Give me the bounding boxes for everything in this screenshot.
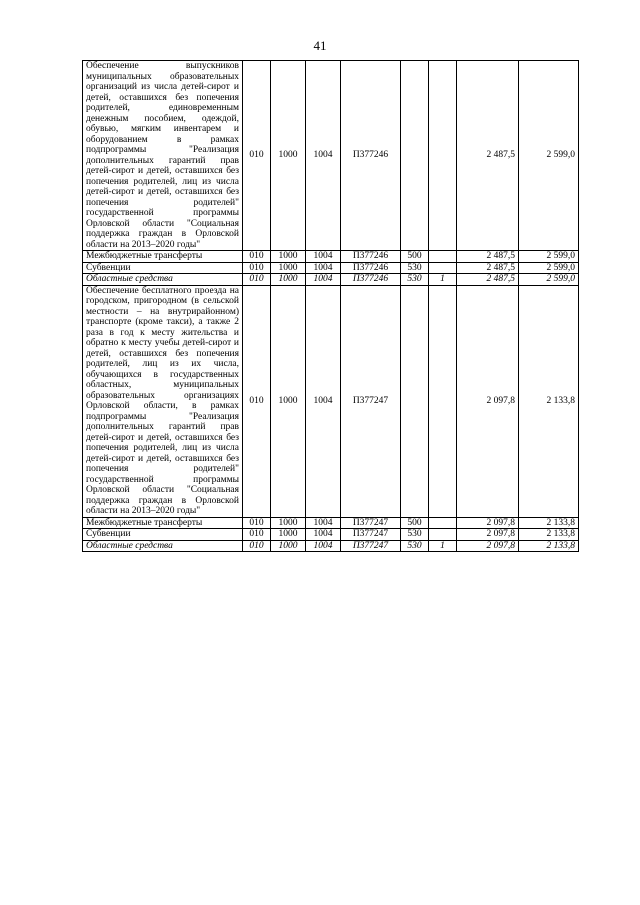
table-body — [83, 61, 579, 552]
grbs-code-cell: 010 — [243, 61, 271, 251]
funding-source-cell — [429, 517, 457, 529]
section-code-cell: 1000 — [271, 540, 306, 552]
amount-year1-cell: 2 487,5 — [457, 262, 519, 274]
funding-source-cell: 1 — [429, 274, 457, 286]
grbs-code-cell: 010 — [243, 274, 271, 286]
subsection-code-cell: 1004 — [306, 274, 341, 286]
target-article-cell: П377246 — [341, 262, 401, 274]
expense-type-cell: 530 — [401, 540, 429, 552]
amount-year2-cell: 2 599,0 — [519, 262, 579, 274]
table-row — [83, 262, 579, 274]
grbs-code-cell: 010 — [243, 540, 271, 552]
subsection-code-cell: 1004 — [306, 251, 341, 263]
expense-type-cell — [401, 285, 429, 517]
grbs-code-cell: 010 — [243, 251, 271, 263]
section-code-cell: 1000 — [271, 274, 306, 286]
amount-year1-cell: 2 487,5 — [457, 61, 519, 251]
grbs-code-cell: 010 — [243, 517, 271, 529]
target-article-cell: П377246 — [341, 274, 401, 286]
expense-type-cell: 500 — [401, 517, 429, 529]
target-article-cell: П377246 — [341, 61, 401, 251]
grbs-code-cell: 010 — [243, 262, 271, 274]
funding-source-cell — [429, 285, 457, 517]
subsection-code-cell: 1004 — [306, 61, 341, 251]
funding-source-cell — [429, 61, 457, 251]
section-code-cell: 1000 — [271, 262, 306, 274]
amount-year1-cell: 2 097,8 — [457, 517, 519, 529]
funding-source-cell — [429, 251, 457, 263]
grbs-code-cell: 010 — [243, 285, 271, 517]
amount-year1-cell: 2 097,8 — [457, 285, 519, 517]
funding-source-cell — [429, 529, 457, 541]
section-code-cell: 1000 — [271, 517, 306, 529]
table-row — [83, 517, 579, 529]
subsection-code-cell: 1004 — [306, 517, 341, 529]
amount-year1-cell: 2 487,5 — [457, 274, 519, 286]
amount-year2-cell: 2 133,8 — [519, 285, 579, 517]
amount-year2-cell: 2 599,0 — [519, 274, 579, 286]
section-code-cell: 1000 — [271, 61, 306, 251]
section-code-cell: 1000 — [271, 529, 306, 541]
row-name-cell: Областные средства — [83, 540, 243, 552]
subsection-code-cell: 1004 — [306, 540, 341, 552]
subsection-code-cell: 1004 — [306, 285, 341, 517]
table-row — [83, 251, 579, 263]
subsection-code-cell: 1004 — [306, 262, 341, 274]
row-name-cell: Субвенции — [83, 262, 243, 274]
row-name-cell: Обеспечение выпускников муниципальных образовательных организаций из числа детей-сирот и детей, оставшихся без попечения родителей, единовременным денежным пособием, одеждой, обувью, мягким инвентарем и оборудованием в рамках подпрограммы "Реализация дополнительных гарантий прав детей-сирот и детей, оставшихся без попечения родителей, лиц из числа детей-сирот и детей, оставшихся без попечения родителей" государственной программы Орловской области "Социальная поддержка граждан в Орловской области на 2013–2020 годы" — [83, 61, 243, 251]
amount-year2-cell: 2 133,8 — [519, 540, 579, 552]
expense-type-cell: 530 — [401, 529, 429, 541]
subsection-code-cell: 1004 — [306, 529, 341, 541]
amount-year2-cell: 2 133,8 — [519, 529, 579, 541]
row-name-cell: Межбюджетные трансферты — [83, 251, 243, 263]
amount-year2-cell: 2 133,8 — [519, 517, 579, 529]
amount-year2-cell: 2 599,0 — [519, 61, 579, 251]
row-name-cell: Обеспечение бесплатного проезда на городском, пригородном (в сельской местности – на внутрирайонном) транспорте (кроме такси), а также 2 раза в год к месту жительства и обратно к месту учебы детей-сирот и детей, оставшихся без попечения родителей, лиц из их числа, обучающихся в государственных областных, муниципальных образовательных организациях Орловской области, в рамках подпрограммы "Реализация дополнительных гарантий прав детей-сирот и детей, оставшихся без попечения родителей, лиц из числа детей-сирот и детей, оставшихся без попечения родителей" государственной программы Орловской области "Социальная поддержка граждан в Орловской области на 2013–2020 годы" — [83, 285, 243, 517]
page-number: 41 — [313, 38, 327, 53]
row-name-cell: Субвенции — [83, 529, 243, 541]
section-code-cell: 1000 — [271, 285, 306, 517]
amount-year1-cell: 2 097,8 — [457, 540, 519, 552]
funding-source-cell — [429, 262, 457, 274]
amount-year1-cell: 2 487,5 — [457, 251, 519, 263]
row-name-cell: Межбюджетные трансферты — [83, 517, 243, 529]
table-row — [83, 285, 579, 517]
target-article-cell: П377247 — [341, 285, 401, 517]
grbs-code-cell: 010 — [243, 529, 271, 541]
target-article-cell: П377247 — [341, 529, 401, 541]
expense-type-cell: 530 — [401, 274, 429, 286]
table-row — [83, 274, 579, 286]
table-row — [83, 540, 579, 552]
section-code-cell: 1000 — [271, 251, 306, 263]
row-name-cell: Областные средства — [83, 274, 243, 286]
target-article-cell: П377246 — [341, 251, 401, 263]
expense-type-cell — [401, 61, 429, 251]
amount-year1-cell: 2 097,8 — [457, 529, 519, 541]
amount-year2-cell: 2 599,0 — [519, 251, 579, 263]
funding-source-cell: 1 — [429, 540, 457, 552]
budget-table — [82, 60, 579, 552]
expense-type-cell: 500 — [401, 251, 429, 263]
table-row — [83, 61, 579, 251]
target-article-cell: П377247 — [341, 540, 401, 552]
table-row — [83, 529, 579, 541]
expense-type-cell: 530 — [401, 262, 429, 274]
target-article-cell: П377247 — [341, 517, 401, 529]
